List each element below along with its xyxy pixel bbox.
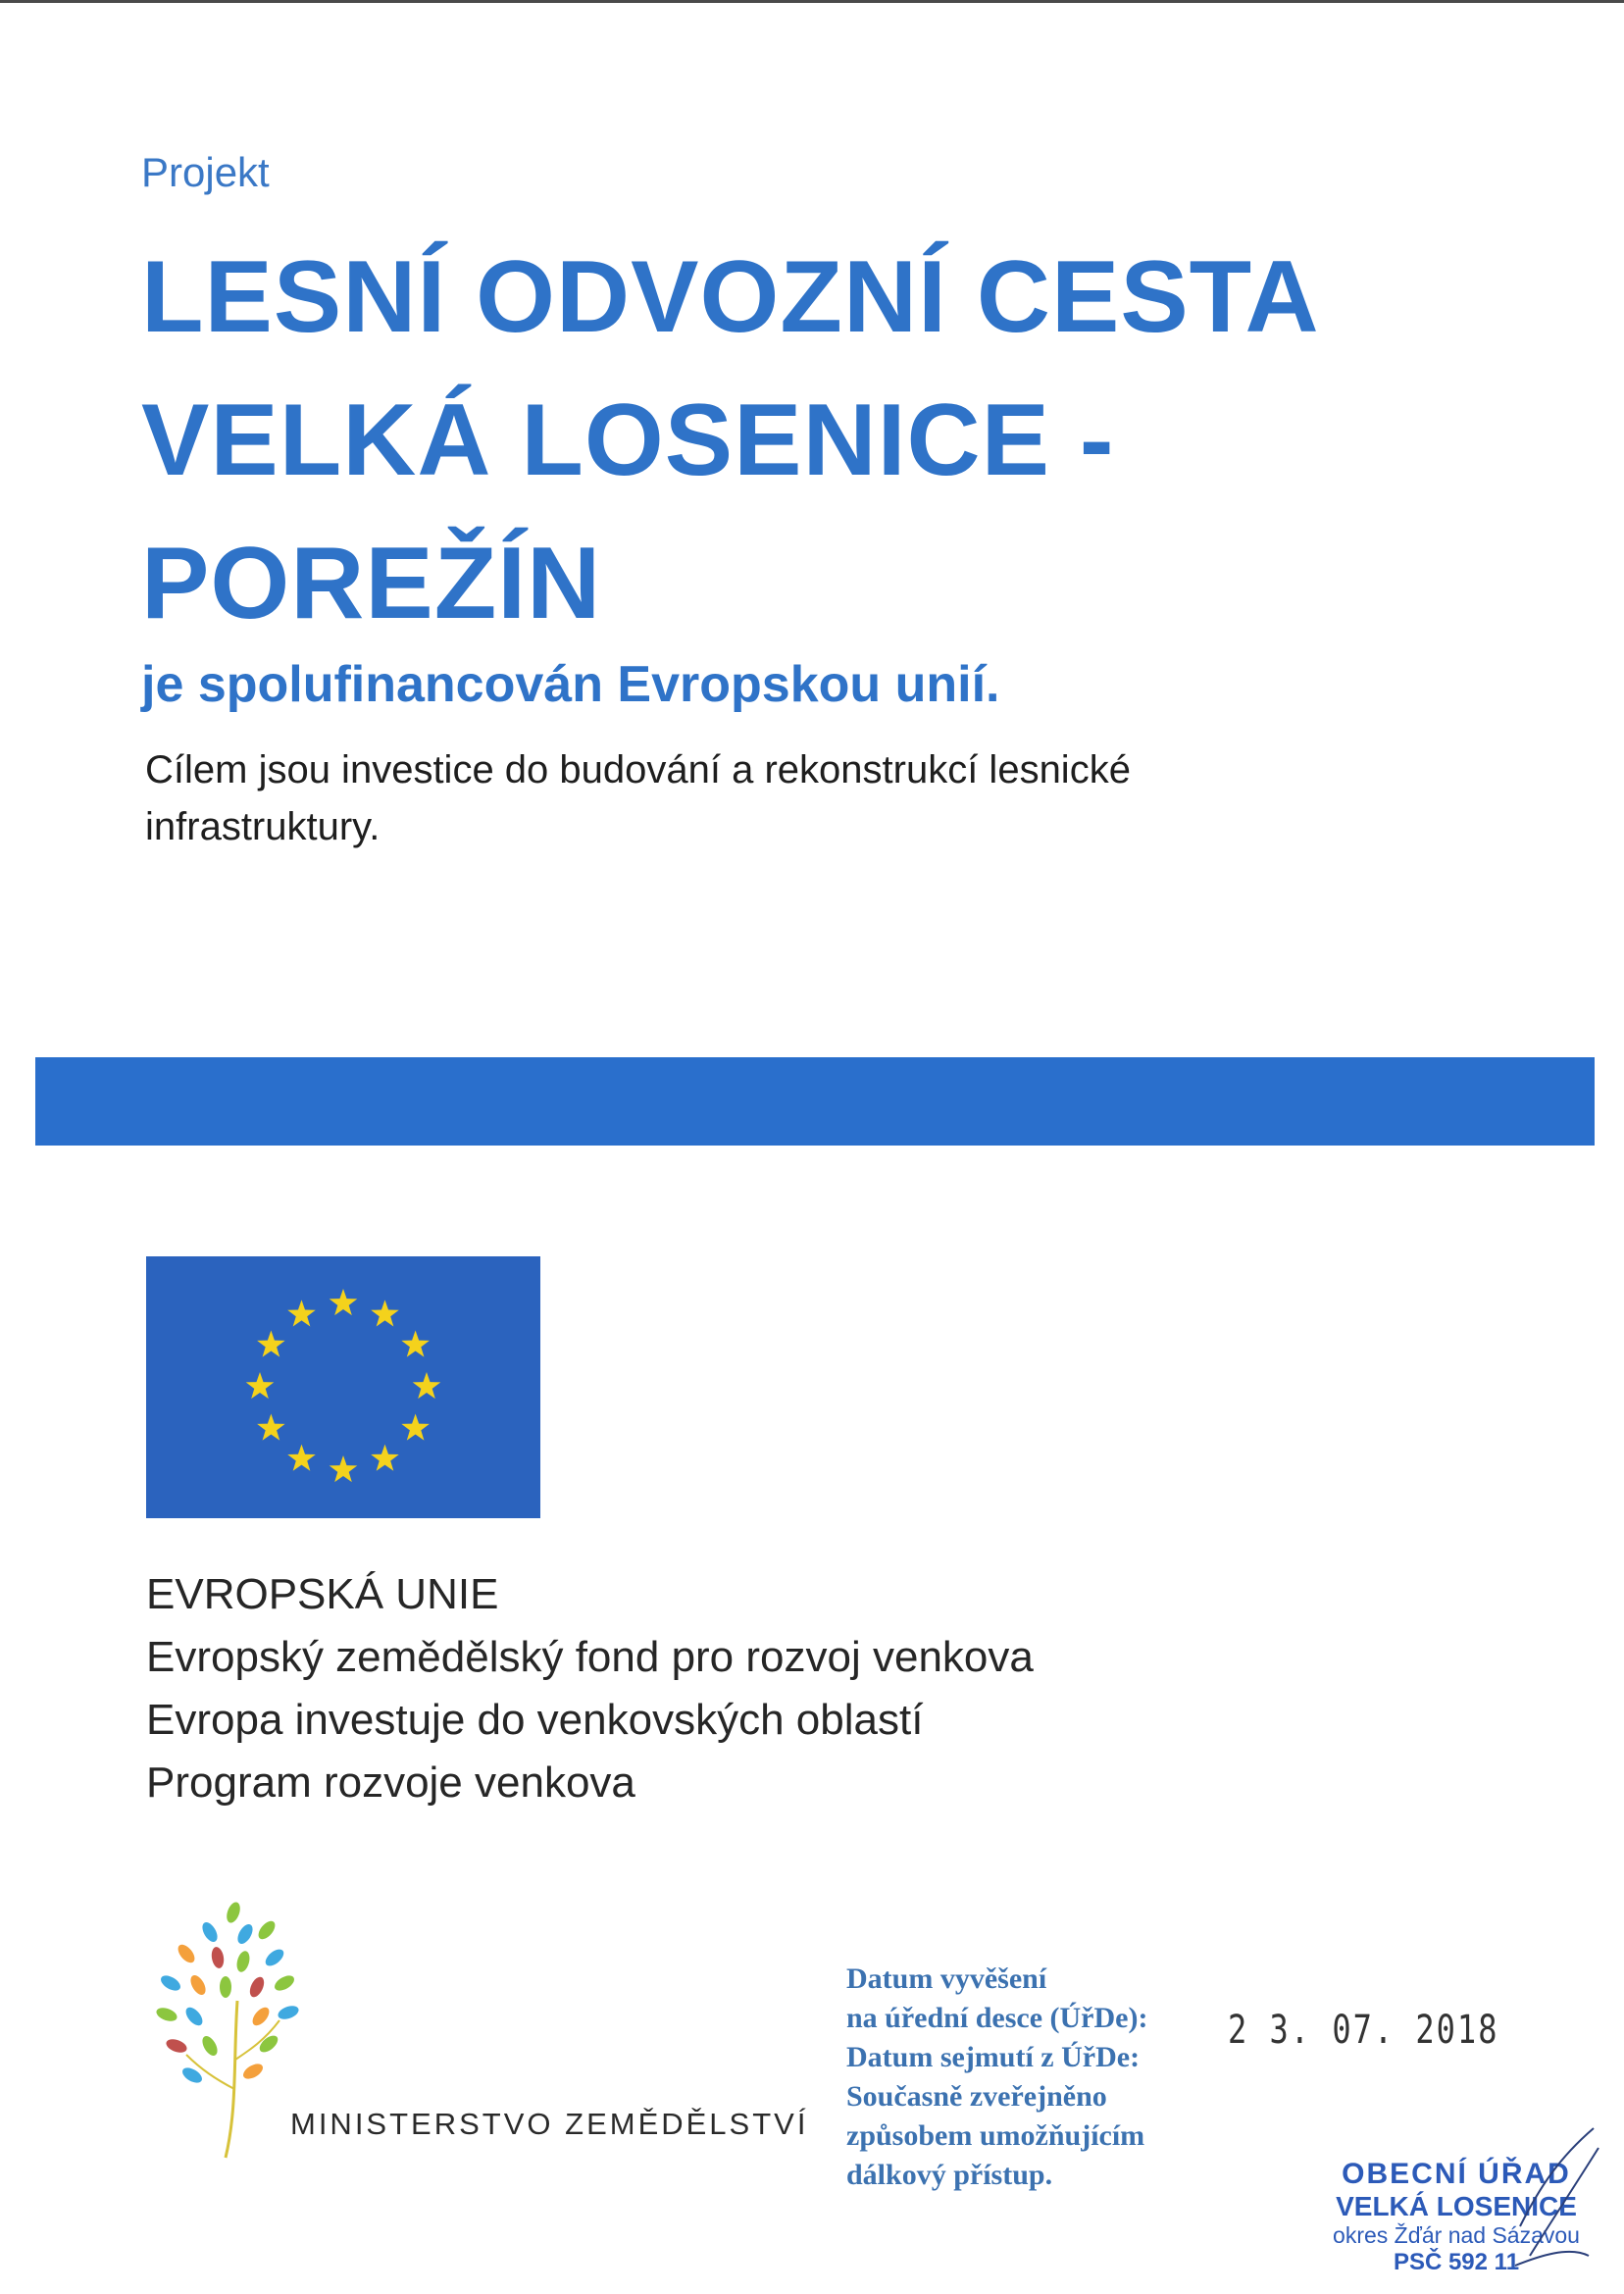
eu-star-icon [401, 1331, 430, 1357]
stamp-line-6: dálkový přístup. [846, 2159, 1053, 2191]
signature-icon [1500, 2109, 1608, 2285]
eu-line-4: Program rozvoje venkova [146, 1759, 635, 1807]
eu-flag-icon [146, 1256, 540, 1518]
office-stamp-line-2: VELKÁ LOSENICE [1336, 2191, 1577, 2221]
ministry-label: MINISTERSTVO ZEMĚDĚLSTVÍ [290, 2107, 809, 2141]
stamp-line-1: Datum vyvěšení [846, 1963, 1047, 1995]
office-stamp-line-4: PSČ 592 11 [1393, 2249, 1520, 2275]
posted-date: 2 3. 07. 2018 [1228, 2006, 1499, 2053]
office-stamp-line-1: OBECNÍ ÚŘAD [1342, 2158, 1571, 2190]
eu-star-icon [330, 1289, 358, 1315]
eu-star-icon [330, 1455, 358, 1482]
eu-star-icon [401, 1414, 430, 1441]
description-line-1: Cílem jsou investice do budování a rekonstrukcí lesnické [145, 748, 1131, 791]
eu-star-icon [413, 1372, 441, 1399]
eu-line-1: EVROPSKÁ UNIE [146, 1570, 499, 1618]
blue-divider-band [35, 1057, 1595, 1146]
eu-flag-graphic [146, 1256, 540, 1518]
eu-star-icon [371, 1300, 399, 1326]
stamp-line-3: Datum sejmutí z ÚřDe: [846, 2041, 1141, 2073]
stamp-line-5: způsobem umožňujícím [846, 2119, 1145, 2152]
title-line-1: LESNÍ ODVOZNÍ CESTA [141, 240, 1320, 354]
title-line-3: POREŽÍN [141, 527, 602, 640]
eu-line-3: Evropa investuje do venkovských oblastí [146, 1696, 924, 1744]
description-line-2: infrastruktury. [145, 805, 381, 848]
eu-star-icon [246, 1372, 275, 1399]
stamp-line-2: na úřední desce (ÚřDe): [846, 2002, 1148, 2034]
eu-star-icon [257, 1331, 285, 1357]
title-line-2: VELKÁ LOSENICE - [141, 383, 1115, 497]
project-label: Projekt [141, 149, 270, 195]
cofinancing-subtitle: je spolufinancován Evropskou unií. [141, 656, 1000, 713]
stamp-line-4: Současně zveřejněno [846, 2080, 1107, 2113]
project-description [145, 741, 1322, 855]
eu-line-2: Evropský zemědělský fond pro rozvoj venkova [146, 1633, 1034, 1681]
posting-stamp [846, 1960, 1219, 2195]
eu-star-icon [257, 1414, 285, 1441]
eu-star-icon [371, 1445, 399, 1471]
eu-star-icon [287, 1300, 316, 1326]
eu-star-icon [287, 1445, 316, 1471]
top-border [0, 0, 1624, 3]
project-title [141, 226, 1320, 655]
office-stamp-line-3: okres Žďár nad Sázavou [1333, 2222, 1580, 2248]
eu-info [146, 1563, 1034, 1814]
